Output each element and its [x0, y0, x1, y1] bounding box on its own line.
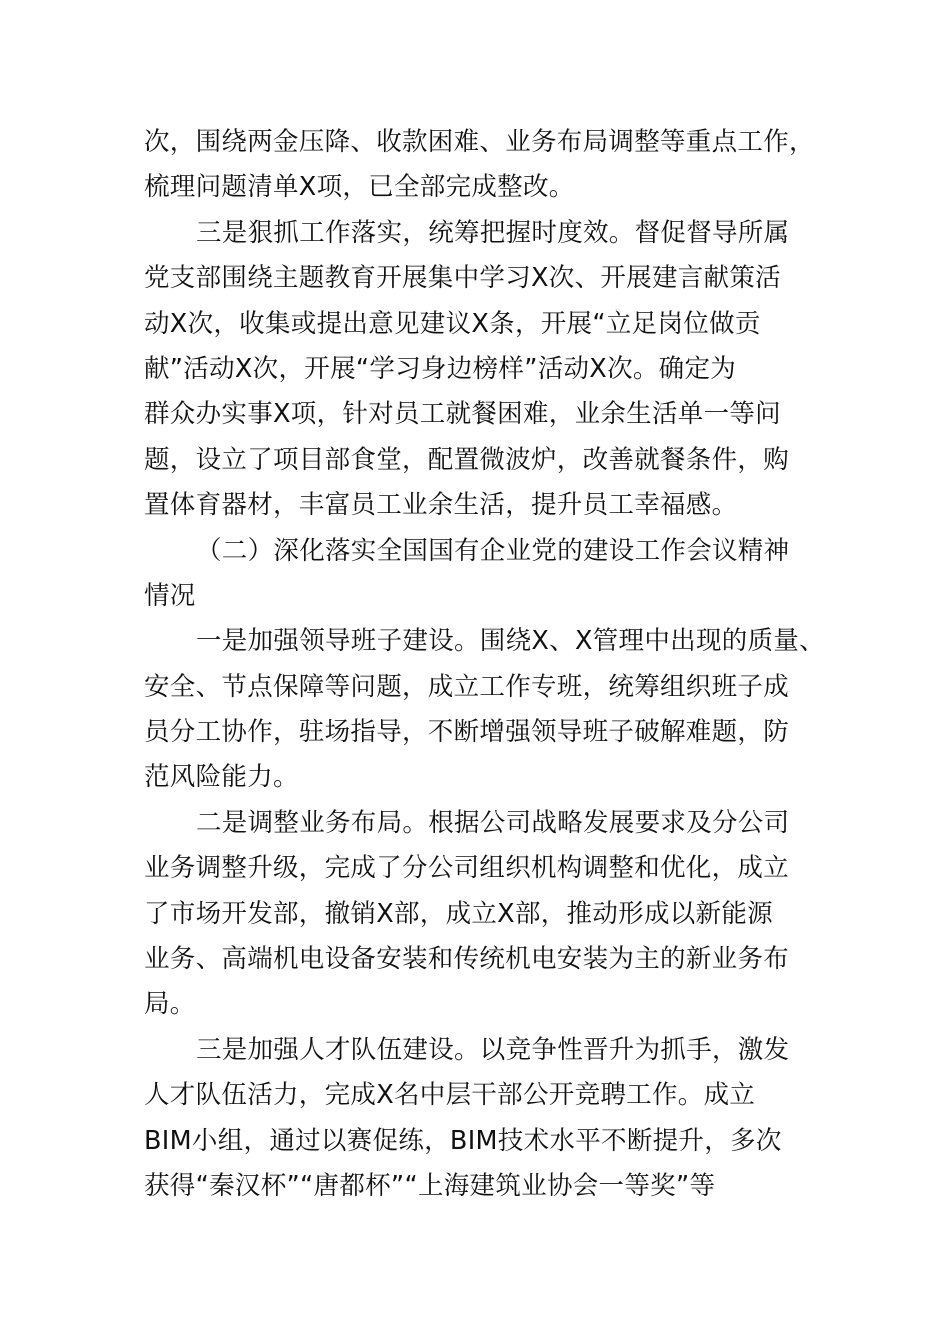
text-line: 业务、高端机电设备安装和传统机电安装为主的新业务布	[144, 944, 790, 975]
text-line: 业务调整升级，完成了分公司组织机构调整和优化，成立	[144, 853, 790, 884]
paragraph-start: 一是加强领导班子建设。围绕X、X管理中出现的质量、	[196, 626, 825, 657]
text-line: 获得“秦汉杯”“唐都杯”“上海建筑业协会一等奖”等	[144, 1170, 716, 1201]
text-line: 人才队伍活力，完成X名中层干部公开竞聘工作。成立	[144, 1080, 756, 1111]
text-line: 次，围绕两金压降、收款困难、业务布局调整等重点工作，	[144, 127, 815, 157]
section-heading-continuation: 情况	[144, 580, 196, 611]
section-heading: （二）深化落实全国国有企业党的建设工作会议精神	[196, 535, 790, 566]
text-line: 献”活动X次，开展“学习身边榜样”活动X次。确定为	[144, 353, 737, 384]
text-line: 了市场开发部，撤销X部，成立X部，推动形成以新能源	[144, 898, 773, 929]
text-line: 范风险能力。	[144, 762, 299, 793]
text-line: 员分工协作，驻场指导，不断增强领导班子破解难题，防	[144, 717, 790, 748]
paragraph-start: 二是调整业务布局。根据公司战略发展要求及分公司	[196, 807, 790, 838]
paragraph-start: 三是加强人才队伍建设。以竞争性晋升为抓手，激发	[196, 1034, 790, 1065]
text-line: BIM小组，通过以赛促练，BIM技术水平不断提升，多次	[144, 1125, 782, 1156]
paragraph-start: 三是狠抓工作落实，统筹把握时度效。督促督导所属	[196, 217, 790, 248]
text-line: 党支部围绕主题教育开展集中学习X次、开展建言献策活	[144, 263, 781, 294]
text-line: 题，设立了项目部食堂，配置微波炉，改善就餐条件，购	[144, 444, 790, 475]
text-line: 置体育器材，丰富员工业余生活，提升员工幸福感。	[144, 490, 738, 521]
text-line: 安全、节点保障等问题，成立工作专班，统筹组织班子成	[144, 671, 790, 702]
text-line: 局。	[144, 989, 196, 1020]
text-line: 动X次，收集或提出意见建议X条，开展“立足岗位做贡	[144, 308, 761, 339]
document-body	[144, 120, 825, 1209]
text-line: 群众办实事X项，针对员工就餐困难，业余生活单一等问	[144, 399, 781, 430]
text-line: 梳理问题清单X项，已全部完成整改。	[144, 172, 575, 203]
